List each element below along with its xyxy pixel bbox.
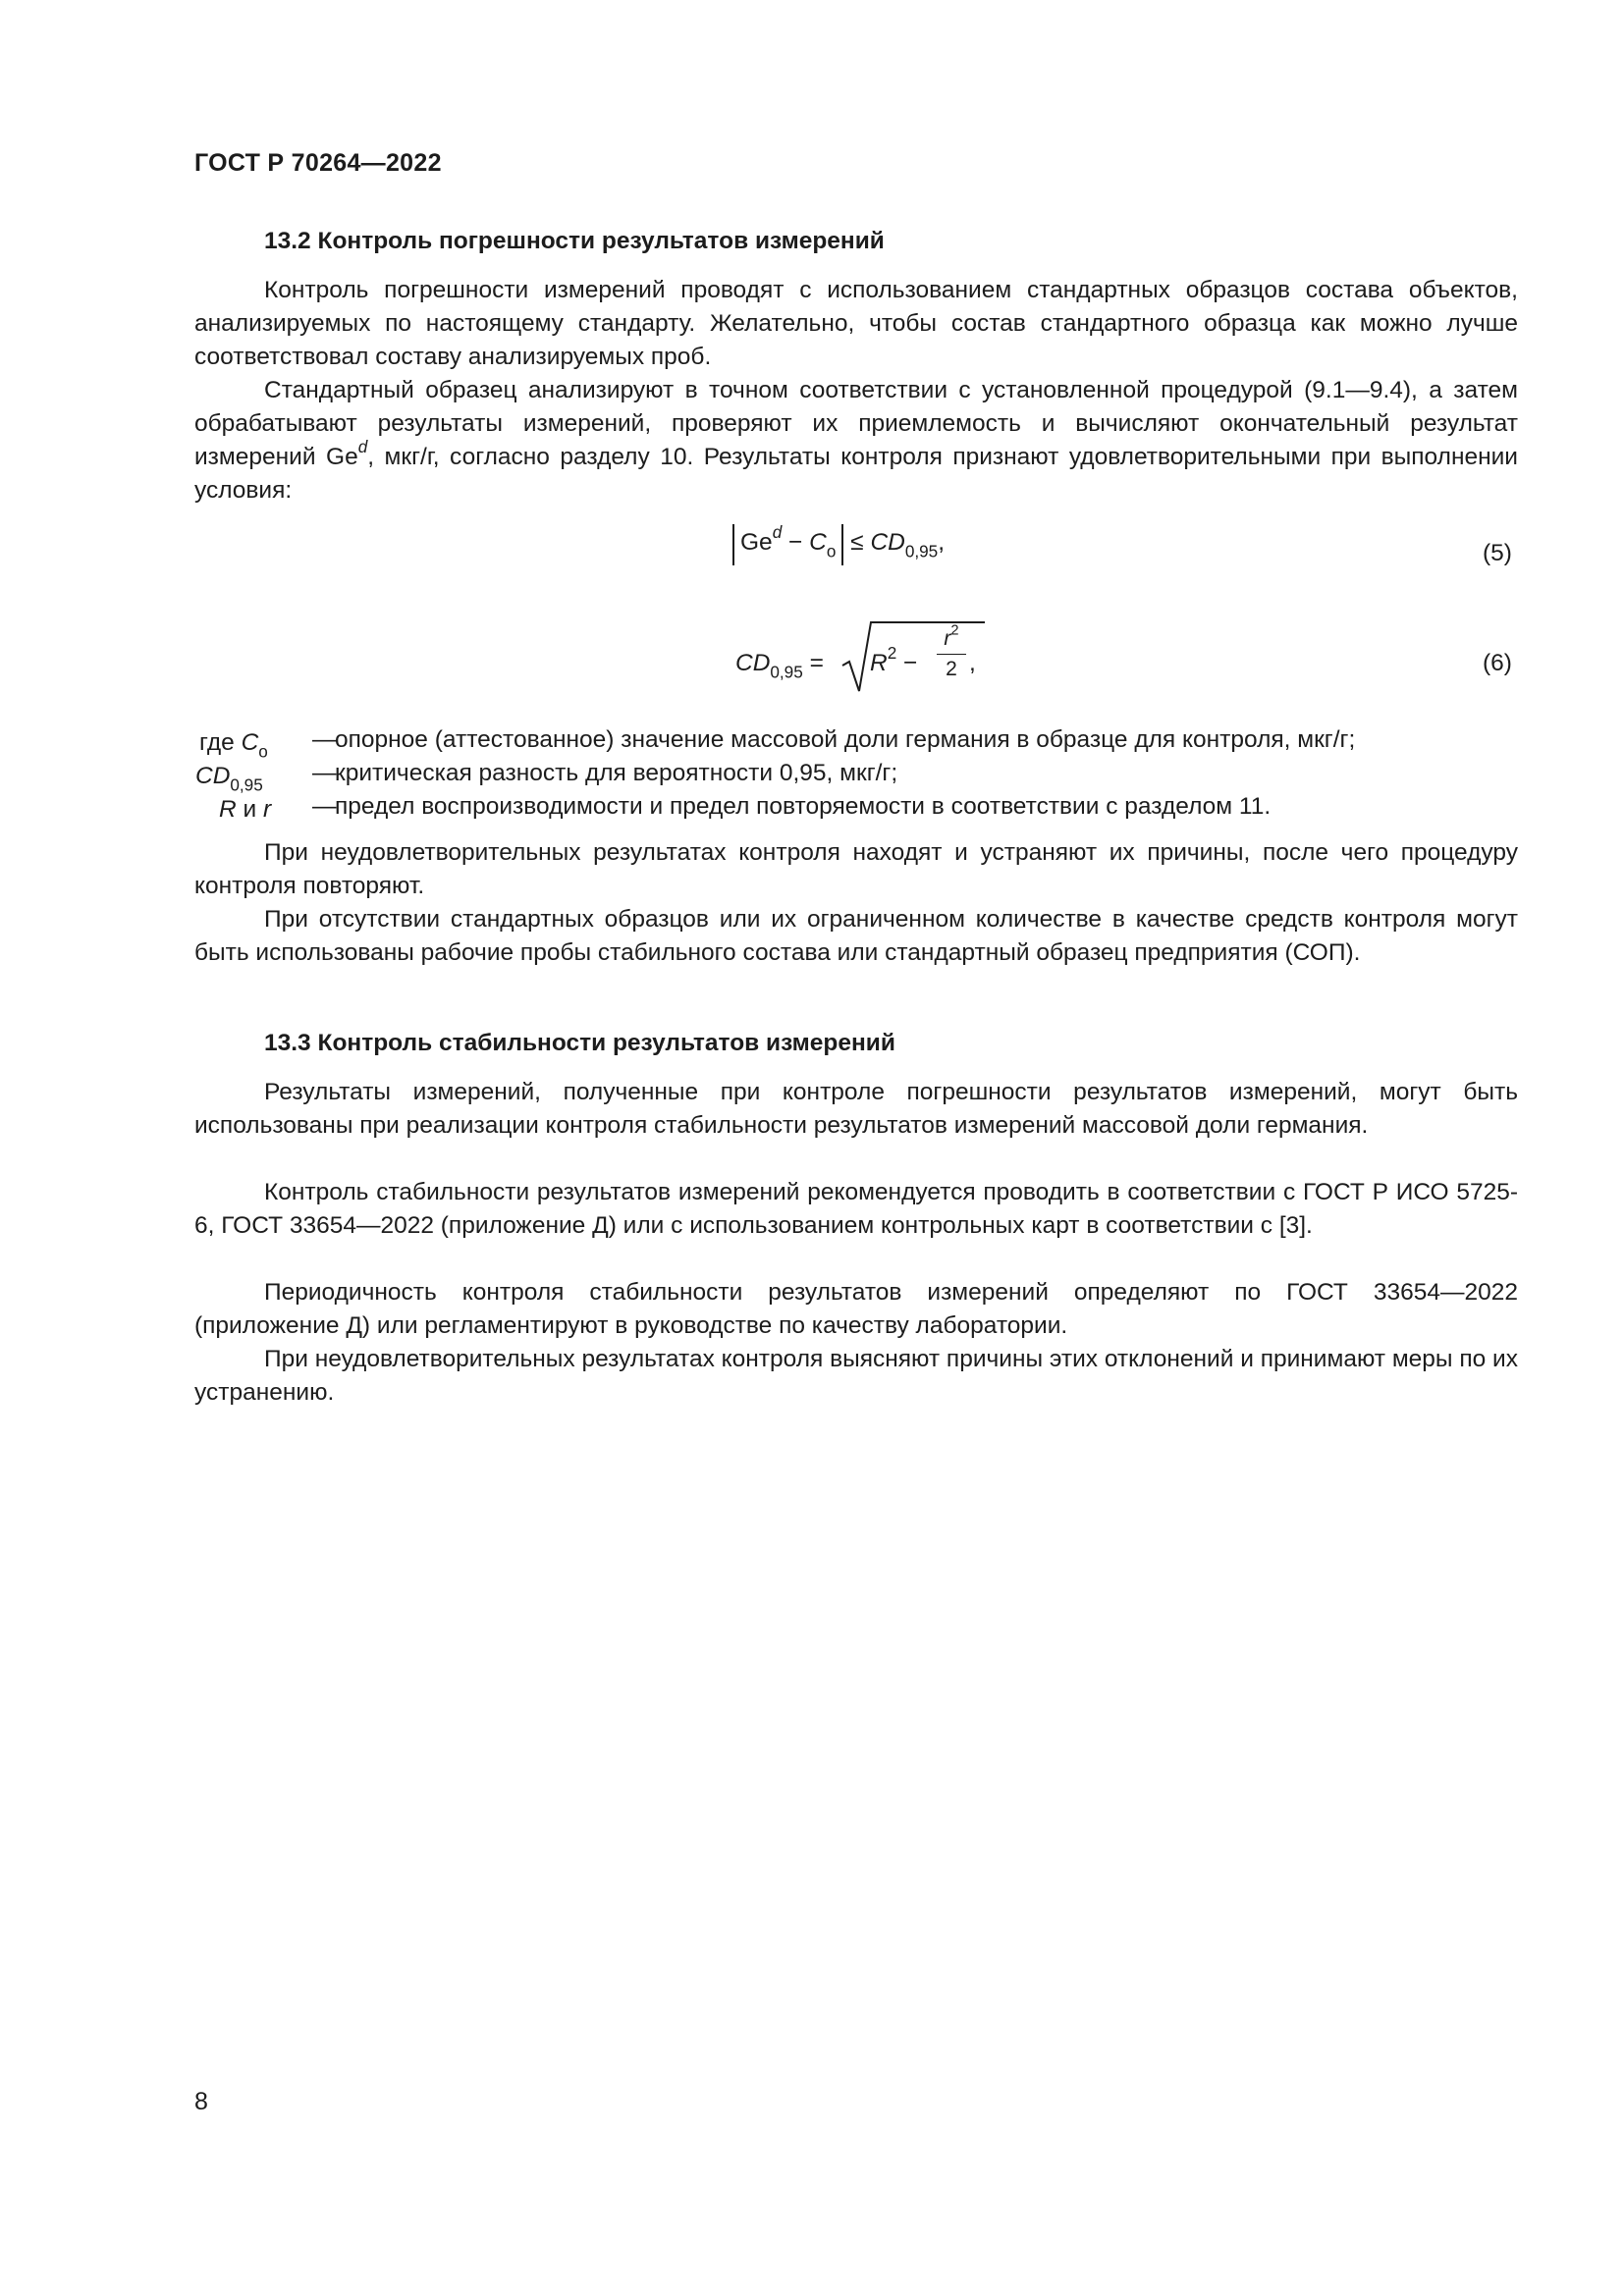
r-big-symbol: R: [219, 796, 237, 823]
where-dash-2: —: [312, 760, 337, 786]
cd-subscript: 0,95: [904, 541, 939, 561]
minus-sign: −: [896, 650, 925, 676]
where-dash-1: —: [312, 726, 337, 753]
where-item-1-text: опорное (аттестованное) значение массовой доли германия в образце для контроля, мкг/г;: [335, 726, 1356, 753]
minus-sign: −: [782, 529, 810, 556]
ge-symbol: Ge: [740, 529, 773, 556]
formula-5: [732, 524, 945, 565]
section-13-2-paragraph-1: Контроль погрешности измерений проводят с использованием стандартных образцов состава объектов, анализируемых по настоящему стандарту. Желательно, чтобы состав стандартного образца как можно лучше соответствовал составу анализируемых проб.: [194, 277, 1518, 370]
cd-symbol: CD: [735, 650, 771, 676]
cd-symbol: CD: [870, 529, 905, 556]
cd-symbol: CD: [195, 763, 231, 789]
c-subscript: o: [826, 541, 837, 561]
paragraph-2-text-end: , мкг/г, согласно разделу 10. Результаты контроля признают удовлетворительными при выполнении условия:: [194, 444, 1518, 504]
c-subscript: o: [258, 741, 268, 762]
paragraph-2-text-start: Стандартный образец анализируют в точном соответствии с установленной процедурой (9.1—9.4), а затем обрабатывают результаты измерений, проверяют их приемлемость и вычисляют окончательный результат измерений Ge: [194, 377, 1518, 470]
ge-superscript: d: [772, 522, 783, 542]
cd-subscript: 0,95: [770, 662, 803, 682]
r-small-symbol: r: [944, 627, 951, 650]
equals-sign: =: [802, 650, 831, 676]
where-item-3-text: предел воспроизводимости и предел повторяемости в соответствии с разделом 11.: [335, 793, 1272, 820]
formula-6-comma: ,: [969, 650, 976, 676]
where-item-2-text: критическая разность для вероятности 0,95, мкг/г;: [335, 760, 898, 786]
standard-header: ГОСТ Р 70264—2022: [194, 149, 442, 177]
page-number: 8: [194, 2088, 208, 2115]
formula-5-number: (5): [1483, 540, 1512, 566]
fraction-denominator: 2: [946, 658, 957, 680]
fraction-r2-over-2: [937, 622, 966, 682]
formula-6-left: [735, 650, 831, 682]
where-dash-3: —: [312, 793, 337, 820]
after-paragraph-2: При отсутствии стандартных образцов или их ограниченном количестве в качестве средств контроля могут быть использованы рабочие пробы стабильного состава или стандартный образец предприятия (СОП).: [194, 906, 1518, 966]
and-word: и: [236, 796, 264, 823]
section-13-2-paragraph-2: [194, 374, 1518, 507]
section-13-3-title: 13.3 Контроль стабильности результатов измерений: [264, 1030, 895, 1056]
formula-5-comma: ,: [938, 529, 946, 556]
r-big-symbol: R: [870, 650, 888, 676]
cd-subscript: 0,95: [230, 774, 263, 795]
after-paragraph-1: При неудовлетворительных результатах контроля находят и устраняют их причины, после чего процедуру контроля повторяют.: [194, 839, 1518, 899]
c-symbol: C: [809, 529, 827, 556]
formula-6-radicand: [870, 643, 925, 677]
where-item-2-symbol: [195, 760, 263, 793]
r-big-superscript: 2: [887, 643, 897, 663]
where-word: где: [199, 729, 235, 756]
fraction-numerator: [937, 622, 966, 652]
section-13-3-paragraph-1: Результаты измерений, полученные при контроле погрешности результатов измерений, могут быть использованы при реализации контроля стабильности результатов измерений массовой доли германия.: [194, 1079, 1518, 1139]
r-small-superscript: 2: [950, 622, 959, 639]
where-item-3-symbol: [219, 793, 271, 827]
leq-sign: ≤: [843, 529, 871, 556]
r-small-symbol: r: [263, 796, 272, 823]
section-13-3-paragraph-4: При неудовлетворительных результатах контроля выясняют причины этих отклонений и принимают меры по их устранению.: [194, 1346, 1518, 1406]
fraction-bar: [937, 654, 966, 655]
c-symbol: C: [241, 729, 259, 756]
absolute-value-bars: [732, 524, 843, 565]
where-item-1-symbol: [199, 726, 268, 760]
section-13-2-title: 13.2 Контроль погрешности результатов измерений: [264, 228, 885, 254]
section-13-3-paragraph-2: Контроль стабильности результатов измерений рекомендуется проводить в соответствии с ГОСТ Р ИСО 5725-6, ГОСТ 33654—2022 (приложение Д) или с использованием контрольных карт в соответствии с [3].: [194, 1179, 1518, 1239]
formula-6-number: (6): [1483, 650, 1512, 676]
superscript-d: d: [357, 437, 368, 456]
section-13-3-paragraph-3: Периодичность контроля стабильности результатов измерений определяют по ГОСТ 33654—2022 (приложение Д) или регламентируют в руководстве по качеству лаборатории.: [194, 1279, 1518, 1339]
